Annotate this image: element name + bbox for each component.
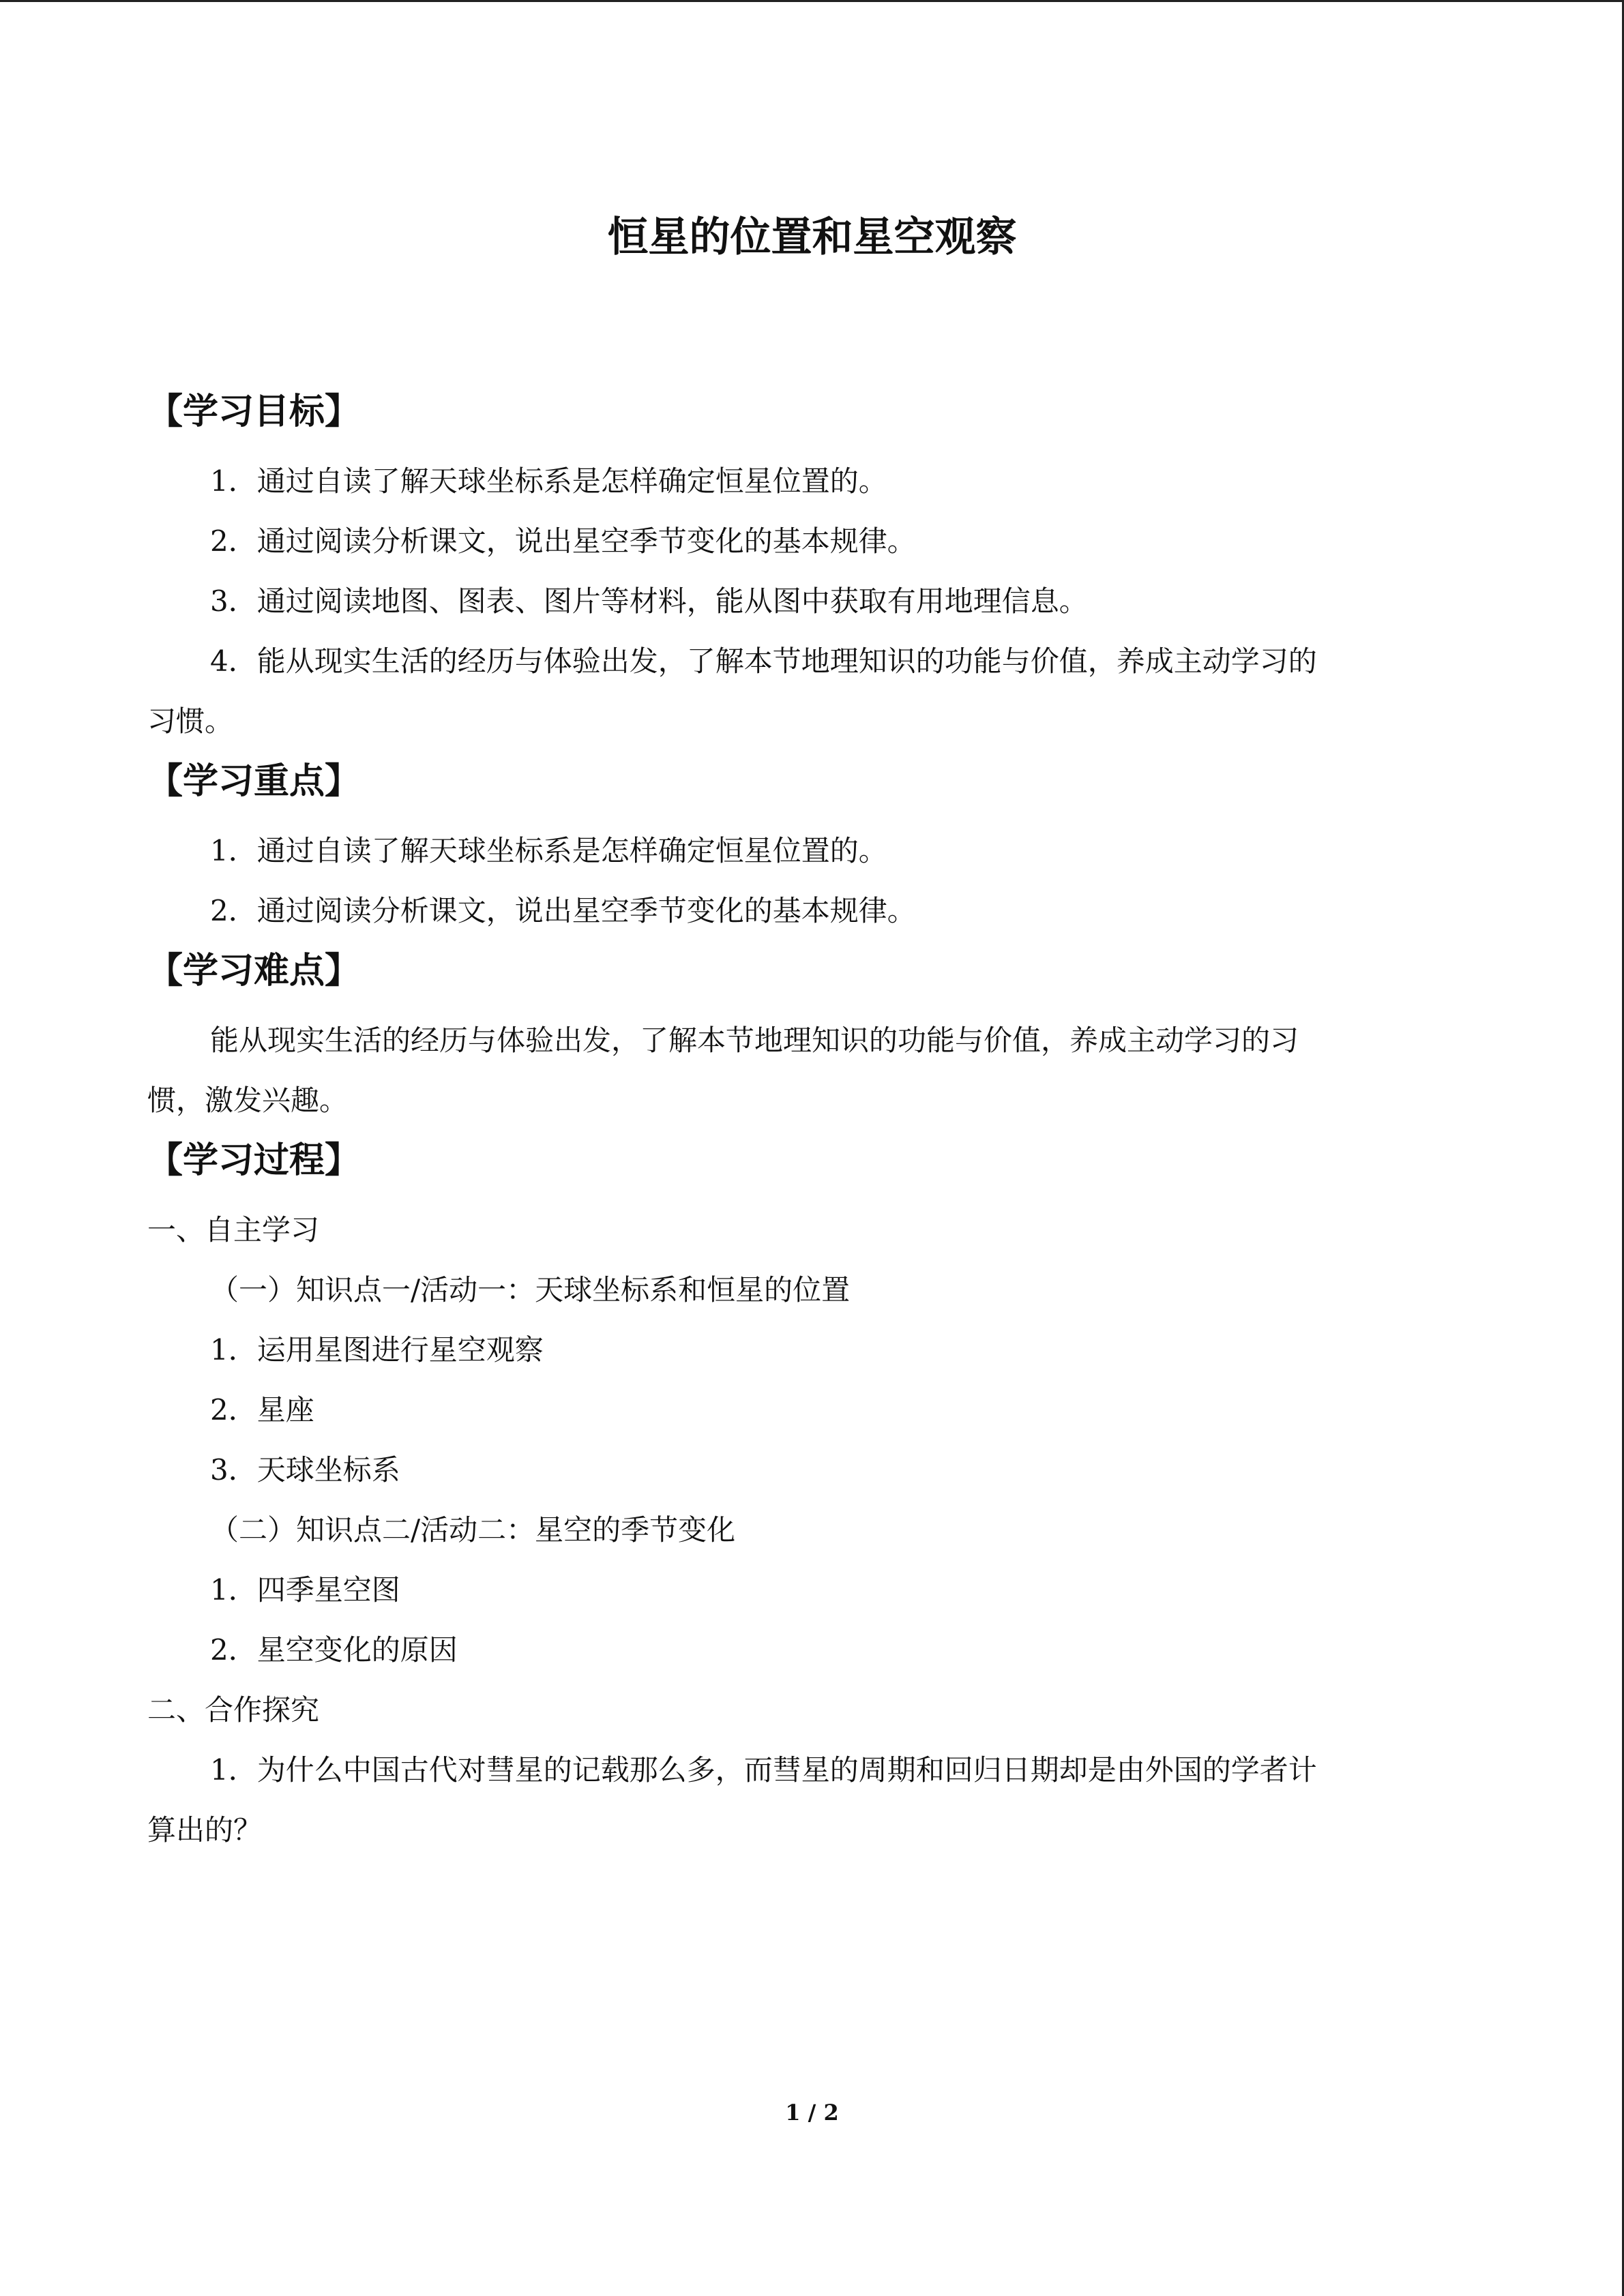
key-point-item-1: 1．通过自读了解天球坐标系是怎样确定恒星位置的。 [210,834,887,867]
difficulty-line-2: 惯，激发兴趣。 [147,1084,349,1117]
process-sub-1-item-3: 3．天球坐标系 [210,1453,400,1487]
process-sub-1-item-1: 1．运用星图进行星空观察 [210,1333,544,1367]
process-sub-2-item-2: 2．星空变化的原因 [210,1633,458,1667]
objective-item-4-line-2: 习惯。 [147,704,234,738]
key-point-item-2: 2．通过阅读分析课文，说出星空季节变化的基本规律。 [210,894,916,927]
page-number: 1 / 2 [785,2100,839,2126]
objective-item-2: 2．通过阅读分析课文，说出星空季节变化的基本规律。 [210,524,916,558]
process-sub-2-item-1: 1．四季星空图 [210,1573,400,1607]
question-1-line-2: 算出的？ [147,1813,263,1847]
difficulties-heading: 【学习难点】 [147,951,361,992]
objectives-heading: 【学习目标】 [147,391,361,432]
objective-item-4-line-1: 4．能从现实生活的经历与体验出发，了解本节地理知识的功能与价值，养成主动学习的 [210,644,1317,678]
process-sub-2: （二）知识点二/活动二：星空的季节变化 [210,1513,736,1547]
difficulty-line-1: 能从现实生活的经历与体验出发，了解本节地理知识的功能与价值，养成主动学习的习 [210,1024,1299,1057]
document-body [147,382,1477,1860]
key-points-heading: 【学习重点】 [147,761,361,802]
document-title: 恒星的位置和星空观察 [607,213,1017,261]
question-1-line-1: 1．为什么中国古代对彗星的记载那么多，而彗星的周期和回归日期却是由外国的学者计 [210,1753,1317,1787]
process-heading: 【学习过程】 [147,1140,361,1181]
process-sub-1: （一）知识点一/活动一：天球坐标系和恒星的位置 [210,1273,851,1307]
objective-item-1: 1．通过自读了解天球坐标系是怎样确定恒星位置的。 [210,464,887,498]
process-part-1: 一、自主学习 [147,1213,320,1247]
process-part-2: 二、合作探究 [147,1693,320,1727]
objective-item-3: 3．通过阅读地图、图表、图片等材料，能从图中获取有用地理信息。 [210,584,1088,618]
process-sub-1-item-2: 2．星座 [210,1393,314,1427]
